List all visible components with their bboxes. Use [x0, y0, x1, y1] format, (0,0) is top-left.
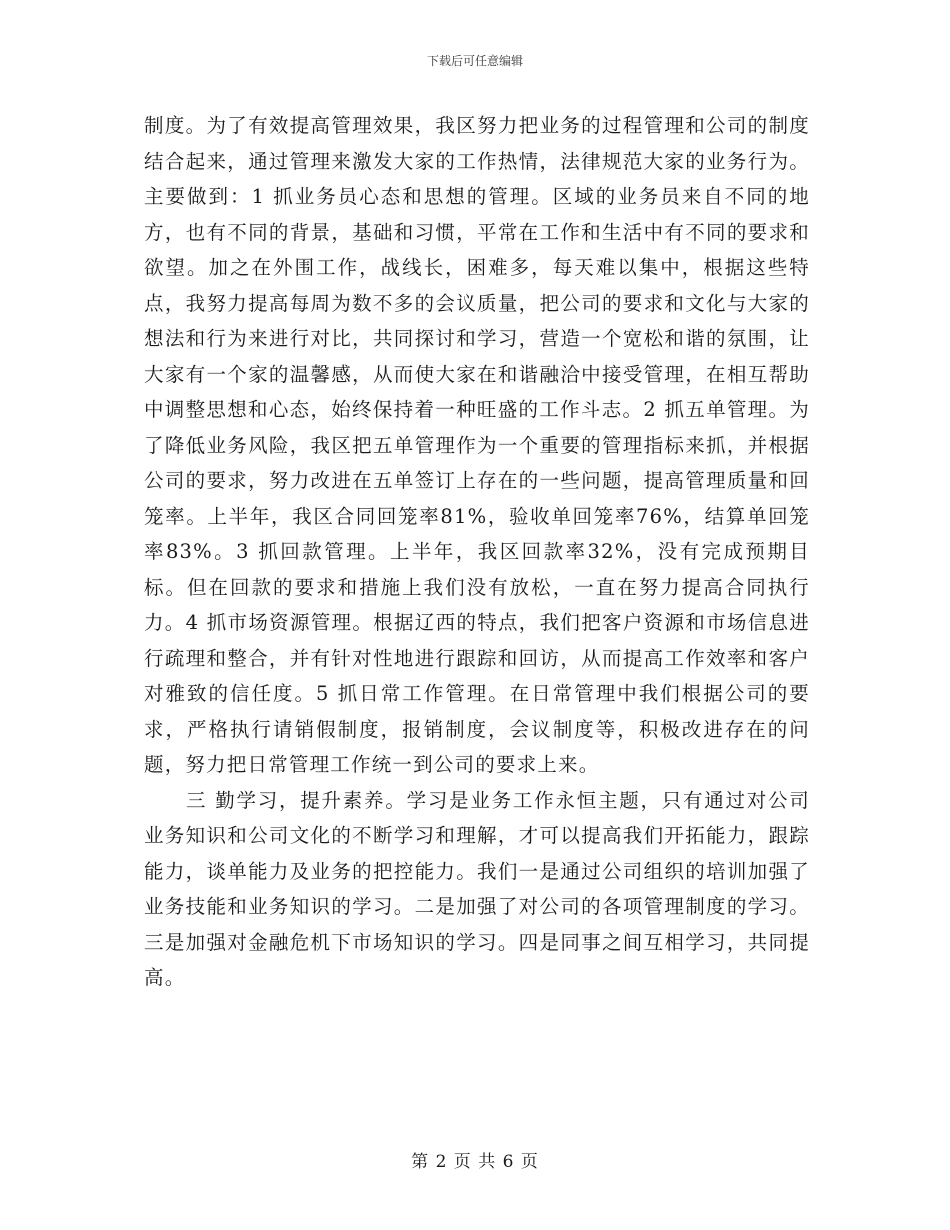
page-number: 第 2 页 共 6 页	[411, 1152, 539, 1172]
document-body	[144, 108, 810, 996]
paragraph-management: 制度。为了有效提高管理效果，我区努力把业务的过程管理和公司的制度结合起来，通过管理来激发大家的工作热情，法律规范大家的业务行为。主要做到：1 抓业务员心态和思想的管理。区域的业务员来自不同的地方，也有不同的背景，基础和习惯，平常在工作和生活中有不同的要求和欲望。加之在外围工作，战线长，困难多，每天难以集中，根据这些特点，我努力提高每周为数不多的会议质量，把公司的要求和文化与大家的想法和行为来进行对比，共同探讨和学习，营造一个宽松和谐的氛围，让大家有一个家的温馨感，从而使大家在和谐融洽中接受管理，在相互帮助中调整思想和心态，始终保持着一种旺盛的工作斗志。2 抓五单管理。为了降低业务风险，我区把五单管理作为一个重要的管理指标来抓，并根据公司的要求，努力改进在五单签订上存在的一些问题，提高管理质量和回笼率。上半年，我区合同回笼率81%，验收单回笼率76%，结算单回笼率83%。3 抓回款管理。上半年，我区回款率32%，没有完成预期目标。但在回款的要求和措施上我们没有放松，一直在努力提高合同执行力。4 抓市场资源管理。根据辽西的特点，我们把客户资源和市场信息进行疏理和整合，并有针对性地进行跟踪和回访，从而提高工作效率和客户对雅致的信任度。5 抓日常工作管理。在日常管理中我们根据公司的要求，严格执行请销假制度，报销制度，会议制度等，积极改进存在的问题，努力把日常管理工作统一到公司的要求上来。	[144, 114, 810, 776]
paragraph-study: 三 勤学习，提升素养。学习是业务工作永恒主题，只有通过对公司业务知识和公司文化的不断学习和理解，才可以提高我们开拓能力，跟踪能力，谈单能力及业务的把控能力。我们一是通过公司组织的培训加强了业务技能和业务知识的学习。二是加强了对公司的各项管理制度的学习。三是加强对金融危机下市场知识的学习。四是同事之间互相学习，共同提高。	[144, 788, 810, 989]
page-header: 下载后可任意编辑	[426, 54, 523, 68]
